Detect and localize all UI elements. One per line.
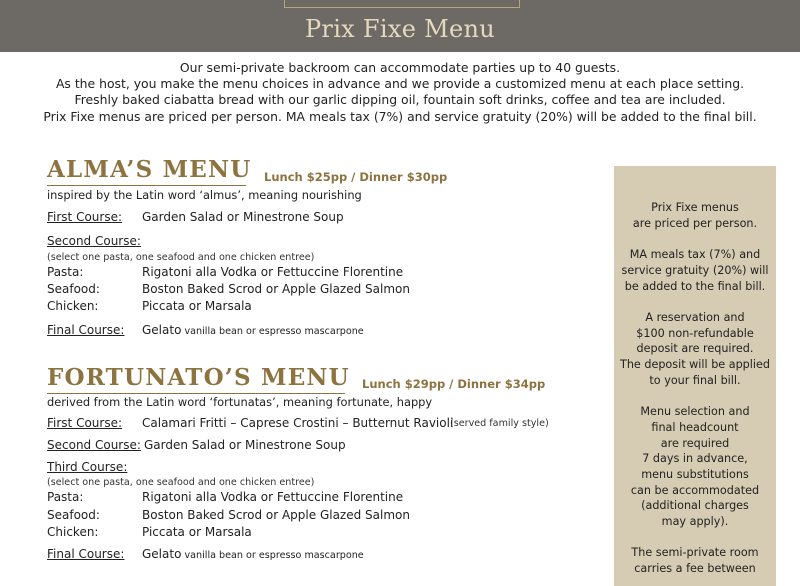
alma-final-course (142, 323, 364, 337)
sidebar-line: The semi-private room (631, 546, 759, 560)
fortunato-final-note: vanilla bean or espresso mascarpone (181, 550, 364, 561)
fortunato-pasta-value: Rigatoni alla Vodka or Fettuccine Florentine (142, 490, 404, 504)
alma-title-underline (47, 185, 246, 186)
fortunato-third-label: Third Course: (47, 460, 128, 474)
fortunato-title-underline (47, 393, 345, 394)
fortunato-final-course (142, 547, 364, 561)
fortunato-third-note: (select one pasta, one seafood and one chicken entree) (47, 477, 315, 488)
alma-first-label: First Course: (47, 210, 123, 224)
sidebar-line: A reservation and (645, 310, 745, 324)
sidebar-line: menu substitutions (641, 467, 749, 481)
sidebar-line: can be accommodated (630, 483, 760, 497)
header-banner (0, 0, 800, 52)
fortunato-seafood-label: Seafood: (47, 508, 100, 522)
alma-second-note: (select one pasta, one seafood and one chicken entree) (47, 252, 315, 263)
fortunato-first-note: (served family style) (450, 418, 549, 429)
sidebar-line: Menu selection and (640, 405, 750, 419)
alma-final-note: vanilla bean or espresso mascarpone (181, 326, 364, 337)
alma-seafood-label: Seafood: (47, 282, 100, 296)
alma-price: Lunch $25pp / Dinner $30pp (264, 170, 448, 184)
sidebar-line: to your final bill. (649, 373, 741, 387)
sidebar-line: (additional charges (641, 499, 749, 513)
fortunato-tagline: derived from the Latin word ‘fortunatas’, meaning fortunate, happy (47, 395, 433, 409)
sidebar-line: MA meals tax (7%) and (629, 248, 761, 262)
fortunato-final-value: Gelato (142, 547, 182, 561)
sidebar-line: deposit are required. (636, 342, 754, 356)
alma-tagline: inspired by the Latin word ‘almus’, meaning nourishing (47, 188, 362, 202)
intro-line: Freshly baked ciabatta bread with our garlic dipping oil, fountain soft drinks, coffee and tea are included. (74, 92, 726, 108)
sidebar-line: be added to the final bill. (624, 279, 766, 293)
alma-chicken-label: Chicken: (47, 299, 99, 313)
sidebar-line: Prix Fixe menus (651, 201, 739, 214)
alma-chicken-value: Piccata or Marsala (142, 299, 252, 313)
sidebar-spacer (614, 294, 776, 310)
fortunato-menu-title: FORTUNATO’S MENU (47, 364, 350, 391)
sidebar-line: may apply). (661, 515, 729, 529)
intro-line: As the host, you make the menu choices in advance and we provide a customized menu at each place setting. (55, 76, 745, 92)
intro-line: Our semi-private backroom can accommodate parties up to 40 guests. (179, 60, 621, 75)
fortunato-chicken-label: Chicken: (47, 525, 99, 539)
page-title: Prix Fixe Menu (304, 15, 496, 43)
alma-pasta-label: Pasta: (47, 265, 84, 279)
sidebar-spacer (614, 388, 776, 404)
fortunato-final-label: Final Course: (47, 547, 125, 561)
alma-menu-title: ALMA’S MENU (47, 156, 252, 183)
sidebar-spacer (614, 231, 776, 247)
sidebar-line: carries a fee between (634, 562, 756, 576)
sidebar-text (614, 200, 776, 577)
sidebar-line: $100 non-refundable (636, 326, 754, 340)
sidebar-spacer (614, 530, 776, 546)
alma-pasta-value: Rigatoni alla Vodka or Fettuccine Florentine (142, 265, 404, 279)
info-sidebar (614, 166, 776, 586)
fortunato-first-label: First Course: (47, 416, 123, 430)
sidebar-line: final headcount (651, 420, 739, 434)
alma-final-label: Final Course: (47, 323, 125, 337)
intro-line: Prix Fixe menus are priced per person. MA meals tax (7%) and service gratuity (20%) will be added to the final bill. (43, 108, 757, 124)
fortunato-chicken-value: Piccata or Marsala (142, 525, 252, 539)
alma-second-label: Second Course: (47, 234, 141, 248)
sidebar-line: 7 days in advance, (642, 452, 748, 466)
fortunato-second-value: Garden Salad or Minestrone Soup (144, 438, 346, 452)
sidebar-line: are required (660, 436, 730, 450)
fortunato-seafood-value: Boston Baked Scrod or Apple Glazed Salmon (142, 508, 410, 522)
fortunato-first-value: Calamari Fritti – Caprese Crostini – Butternut Ravioli (142, 416, 454, 430)
alma-seafood-value: Boston Baked Scrod or Apple Glazed Salmon (142, 282, 410, 296)
sidebar-line: service gratuity (20%) will (621, 263, 769, 277)
intro-text (0, 60, 800, 125)
fortunato-second-label: Second Course: (47, 438, 141, 452)
fortunato-pasta-label: Pasta: (47, 490, 84, 504)
alma-final-value: Gelato (142, 323, 182, 337)
header-frame-decoration (284, 0, 520, 8)
fortunato-price: Lunch $29pp / Dinner $34pp (362, 377, 546, 391)
sidebar-line: The deposit will be applied (619, 358, 770, 371)
alma-first-value: Garden Salad or Minestrone Soup (142, 210, 344, 224)
sidebar-line: are priced per person. (632, 216, 758, 230)
